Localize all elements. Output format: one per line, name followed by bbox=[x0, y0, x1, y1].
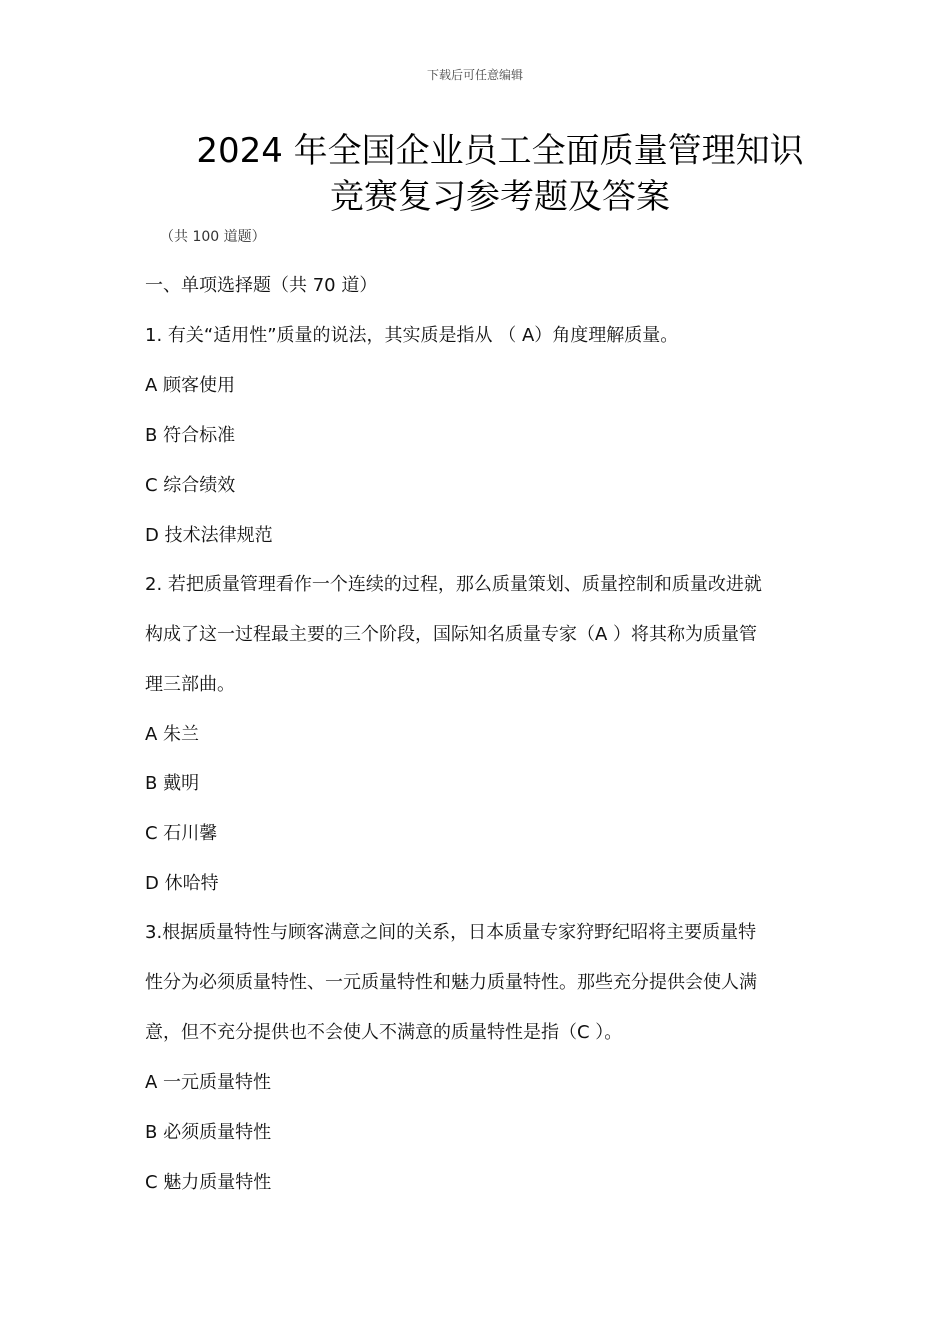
question-1-text: 1. 有关“适用性”质量的说法，其实质是指从 （ A）角度理解质量。 bbox=[145, 325, 679, 346]
question-2-line-2: 构成了这一过程最主要的三个阶段，国际知名质量专家（A ）将其称为质量管 bbox=[145, 624, 758, 645]
question-2-line-3: 理三部曲。 bbox=[145, 674, 235, 695]
question-2-option-d: D 休哈特 bbox=[145, 873, 219, 894]
question-1-option-d: D 技术法律规范 bbox=[145, 525, 273, 546]
question-3-option-b: B 必须质量特性 bbox=[145, 1122, 272, 1143]
document-title bbox=[140, 128, 860, 220]
title-line-1: 2024 年全国企业员工全面质量管理知识 bbox=[196, 131, 804, 171]
question-2-line-1: 2. 若把质量管理看作一个连续的过程，那么质量策划、质量控制和质量改进就 bbox=[145, 574, 762, 595]
question-2-option-a: A 朱兰 bbox=[145, 724, 200, 745]
question-3-line-3: 意，但不充分提供也不会使人不满意的质量特性是指（C ）。 bbox=[145, 1022, 623, 1043]
question-3-line-1: 3.根据质量特性与顾客满意之间的关系，日本质量专家狩野纪昭将主要质量特 bbox=[145, 922, 757, 943]
question-count-note: （共 100 道题） bbox=[160, 229, 266, 245]
header-note: 下载后可任意编辑 bbox=[426, 68, 523, 82]
question-2-option-c: C 石川馨 bbox=[145, 823, 218, 844]
question-3-option-c: C 魅力质量特性 bbox=[145, 1172, 272, 1193]
question-3-option-a: A 一元质量特性 bbox=[145, 1072, 272, 1093]
question-1-option-a: A 顾客使用 bbox=[145, 375, 236, 396]
question-2-option-b: B 戴明 bbox=[145, 773, 200, 794]
question-1-option-c: C 综合绩效 bbox=[145, 475, 236, 496]
section-heading: 一、单项选择题（共 70 道） bbox=[145, 275, 378, 296]
question-3-line-2: 性分为必须质量特性、一元质量特性和魅力质量特性。那些充分提供会使人满 bbox=[145, 972, 757, 993]
question-1-option-b: B 符合标准 bbox=[145, 425, 236, 446]
title-line-2: 竞赛复习参考题及答案 bbox=[330, 177, 670, 217]
